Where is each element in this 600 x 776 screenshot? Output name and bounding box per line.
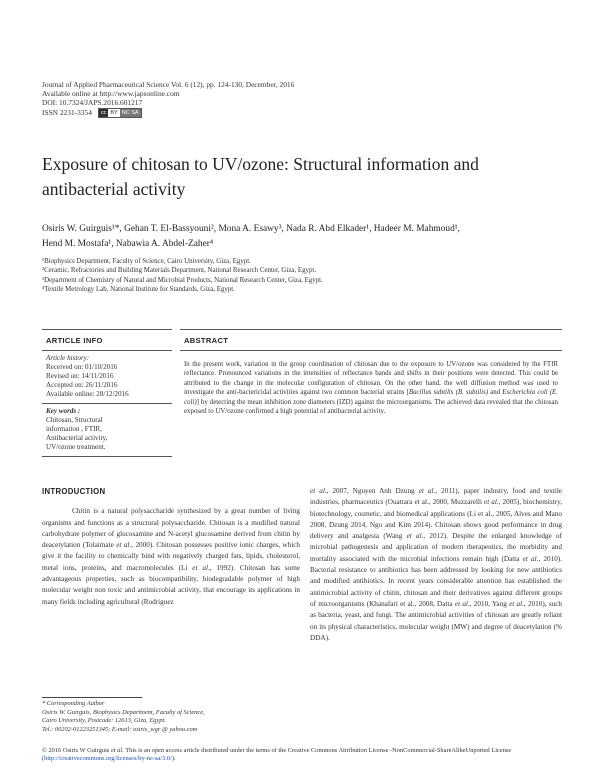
journal-header bbox=[42, 80, 294, 118]
intro-left-column bbox=[42, 486, 300, 608]
species-name: Bacillus subtilis (B. subtilis) bbox=[408, 389, 489, 397]
license-notice: © 2016 Osiris W Guirguis et al. This is an open access article distributed under the terms of the Creative Commons Attribution License -NonCommercial-ShareAlikeUnported License (http://creativecommons.org/licenses/by-nc-sa/3.0/). bbox=[42, 747, 512, 763]
title-line-2: antibacterial activity bbox=[42, 179, 186, 199]
keyword-line: UV/ozone treatment. bbox=[46, 443, 106, 451]
keywords-label: Key words : bbox=[46, 407, 81, 415]
intro-paragraph-continued: et al., 2007, Nguyen Anh Dzung et al., 2011), paper industry, food and textile industries, pharmaceutics (Ouattara et al., 2000, Muzzarelli et al., 2005), biochemistry, biotechnology, cosmetic, and biomedical applications (Li et al., 2005, Alves and Mano 2008, Dzung 2014, Ngo and Kim 2014). Chitosan shows good performance in drug delivery and analgesia (Wang et al., 2012). Despite the enlarged knowledge of microbial pathogenesis and application of modern therapeutics, the morbidity and mortality associated with the microbial infections remain high (Datta et al., 2010). Bacterial resistance to antibiotics has been addressed by looking for new antibiotics and modified antibiotics. In recent years considerable attention has established the antimicrobial activity of chitin, chitosan and their derivatives against different groups of microorganisms (Khanafari et al., 2008, Datta et al., 2010, Yang et al., 2010), such as bacteria, yeast, and fungi. The antimicrobial activities of chitosan are greatly reliant on its physical characteristics, molecular weight (MW) and degree of deacetylation (% DDA). bbox=[310, 487, 563, 642]
license-link[interactable]: http://creativecommons.org/licenses/by-nc-sa/3.0/ bbox=[44, 755, 172, 763]
journal-citation: Journal of Applied Pharmaceutical Science Vol. 6 (12), pp. 124-130, December, 2016 bbox=[42, 80, 295, 89]
journal-doi: DOI: 10.7324/JAPS.2016.601217 bbox=[42, 98, 143, 108]
issn-row bbox=[42, 108, 294, 118]
keyword-line: information , FTIR, bbox=[46, 425, 102, 433]
abstract-heading: ABSTRACT bbox=[184, 336, 229, 345]
abstract-text: In the present work, variation in the group coordination of chitosan due to the exposure to UV/ozone was considered by the FTIR reflectance. Pronounced variations in the intensities of reflectance bands and shifts in their positions were detected. This could be attributed to the change in the molecular configuration of chitosan. On the other hand, the well diffusion method was used to investigate the anti-bactericidal activities against two common bacterial strains [Bacillus subtilis (B. subtilis) and Escherichia coli (E. coli)] by detecting the mean inhibition zone diameters (IZD) against the microorganisms. The achieved data revealed that the chitosan exposed to UV/ozone confirmed a high potential of antibacterial activity. bbox=[180, 350, 562, 420]
keywords bbox=[42, 403, 172, 456]
abstract-box bbox=[180, 329, 562, 420]
intro-paragraph: Chitin is a natural polysaccharide synthesized by a great number of living organisms and functions as a structural polysaccharide. Chitosan is a modified natural carbohydrate polymer of glucosamine and N-acetyl glucosamine derived from chitin by deacetylation (Tolaimate et al., 2000). Chitosan possesses positive ionic charges, which give it the facility to chemically bind with negatively charged fats, lipids, cholesterol, metal ions, proteins, and macromolecules (Li et al., 1992). Chitosan has some advantageous properties, such as biocompatibility, biodegradable polymer of high molecular weight non toxic and antimicrobial activity, that encourage its applications in many fields including agricultural (Rodriguez bbox=[42, 507, 300, 606]
affiliation: ⁴Textile Metrology Lab, National Institute for Standards, Giza, Egypt. bbox=[42, 285, 235, 293]
revised-date: Revised on: 14/11/2016 bbox=[46, 372, 114, 380]
history-label: Article history: bbox=[46, 354, 90, 362]
intro-right-column bbox=[310, 486, 562, 644]
issn: ISSN 2231-3354 bbox=[42, 108, 92, 117]
article-info-box bbox=[42, 329, 172, 457]
introduction-heading: INTRODUCTION bbox=[42, 487, 106, 496]
affiliations bbox=[42, 257, 572, 294]
journal-availability: Available online at http://www.japsonline.com bbox=[42, 89, 180, 99]
accepted-date: Accepted on: 26/11/2016 bbox=[46, 381, 118, 389]
authors-line-2: Hend M. Mostafa¹, Nabawia A. Abdel-Zaher⁴ bbox=[42, 239, 214, 249]
paper-title bbox=[42, 152, 562, 202]
affiliation: ³Department of Chemistry of Natural and Microbial Products, National Research Center, Giza, Egypt. bbox=[42, 276, 323, 284]
footnote-divider bbox=[42, 697, 142, 698]
species-name: Escherichia coli (E. coli) bbox=[184, 389, 558, 406]
affiliation: ¹Biophysics Department, Faculty of Science, Cairo University, Giza, Egypt. bbox=[42, 258, 251, 265]
corresponding-author-note: * Corresponding Author Osiris W. Guirguis, Biophysics Department, Faculty of Science, Cairo University, Postcode: 12613, Giza, Egypt. Tel.: 00202-01223251345; E-mail: osiris_wgr @ yahoo.com bbox=[42, 700, 300, 734]
authors bbox=[42, 222, 572, 252]
authors-line-1: Osiris W. Guirguis¹*, Gehan T. El-Bassyouni², Mona A. Esawy³, Nada R. Abd Elkader¹, Hadeer M. Mahmoud¹, bbox=[42, 224, 460, 234]
title-line-1: Exposure of chitosan to UV/ozone: Structural information and bbox=[42, 154, 479, 174]
author-contact: Tel.: 00202-01223251345; E-mail: osiris_wgr @ yahoo.com bbox=[42, 725, 198, 733]
keyword-line: Chitosan, Structural bbox=[46, 416, 103, 424]
keyword-line: Antibacterial activity, bbox=[46, 434, 108, 442]
article-info-heading: ARTICLE INFO bbox=[46, 336, 103, 345]
cc-license-icon: cc BY NC SA bbox=[98, 108, 142, 118]
article-history bbox=[42, 350, 172, 403]
online-date: Available online: 28/12/2016 bbox=[46, 390, 129, 398]
received-date: Received on: 01/10/2016 bbox=[46, 363, 118, 371]
affiliation: ²Ceramic, Refractories and Building Materials Department, National Research Center, Giza, Egypt. bbox=[42, 267, 317, 275]
